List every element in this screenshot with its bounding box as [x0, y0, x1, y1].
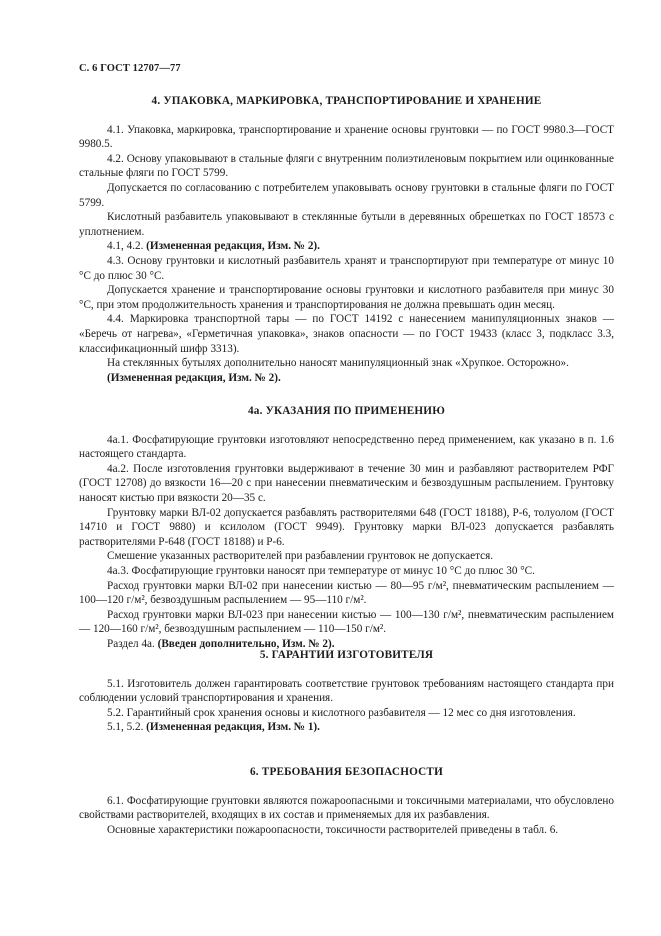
clause-ref: 4.1, 4.2. — [107, 240, 144, 253]
paragraph: 4.3. Основу грунтовки и кислотный разбавитель хранят и транспортируют при температуре от минус 10 °С до плюс 30 °С. — [79, 254, 614, 282]
amendment-note-line — [79, 371, 614, 386]
paragraph: 4.1. Упаковка, маркировка, транспортирование и хранение основы грунтовки — по ГОСТ 9980.3—ГОСТ 9980.5. — [79, 123, 614, 151]
paragraph: На стеклянных бутылях дополнительно наносят манипуляционный знак «Хрупкое. Осторожно». — [107, 357, 569, 370]
section-5-title: 5. ГАРАНТИИ ИЗГОТОВИТЕЛЯ — [259, 649, 434, 661]
section-5 — [79, 648, 614, 735]
paragraph: Допускается хранение и транспортирование основы грунтовки и кислотного разбавителя при минус 30 °С, при этом продолжительность хранения и транспортирования не должна превышать один месяц. — [79, 284, 614, 311]
section-4-title: 4. УПАКОВКА, МАРКИРОВКА, ТРАНСПОРТИРОВАНИЕ И ХРАНЕНИЕ — [151, 95, 542, 107]
page-header: С. 6 ГОСТ 12707—77 — [79, 63, 181, 74]
amendment-note: (Введен дополнительно, Изм. № 2). — [157, 637, 335, 650]
clause-ref: 5.1, 5.2. — [107, 721, 144, 734]
paragraph: 4.2. Основу упаковывают в стальные фляги с внутренним полиэтиленовым покрытием или оцинкованные стальные фляги по ГОСТ 5799. — [79, 152, 614, 180]
paragraph: Допускается по согласованию с потребителем упаковывать основу грунтовки в стальные фляги по ГОСТ 5799. — [79, 181, 614, 209]
paragraph: 4а.1. Фосфатирующие грунтовки изготовляют непосредственно перед применением, как указано в п. 1.6 настоящего стандарта. — [79, 433, 614, 461]
paragraph: Расход грунтовки марки ВЛ-023 при нанесении кистью — 100—130 г/м², пневматическим распылением — 120—160 г/м², безвоздушным распылением — 110—150 г/м². — [79, 608, 614, 636]
section-4a-title: 4а. УКАЗАНИЯ ПО ПРИМЕНЕНИЮ — [248, 405, 445, 417]
paragraph: 4а.3. Фосфатирующие грунтовки наносят при температуре от минус 10 °С до плюс 30 °С. — [107, 564, 535, 577]
paragraph: 5.1. Изготовитель должен гарантировать соответствие грунтовок требованиям настоящего стандарта при соблюдении условий транспортирования и хранения. — [79, 677, 614, 705]
section-6-title: 6. ТРЕБОВАНИЯ БЕЗОПАСНОСТИ — [250, 766, 443, 778]
amendment-note: (Измененная редакция, Изм. № 1). — [146, 721, 320, 734]
amendment-note-line — [79, 239, 614, 254]
paragraph: 4а.2. После изготовления грунтовки выдерживают в течение 30 мин и разбавляют растворителем РФГ (ГОСТ 12708) до вязкости 16—20 с при нанесении пневматическим и безвоздушным распылением. Грунтовку наносят кистью при вязкости 20—35 с. — [79, 462, 614, 504]
section-4a — [79, 404, 614, 652]
paragraph: Смешение указанных растворителей при разбавлении грунтовок не допускается. — [107, 550, 494, 563]
paragraph: Основные характеристики пожароопасности, токсичности растворителей приведены в табл. 6. — [107, 823, 559, 836]
paragraph: Грунтовку марки ВЛ-02 допускается разбавлять растворителями 648 (ГОСТ 18188), Р-6, толуолом (ГОСТ 14710 и ГОСТ 9880) и ксилолом (ГОСТ 9949). Грунтовку марки ВЛ-023 допускается разбавлять растворителями Р-648 (ГОСТ 18188) и Р-6. — [79, 506, 614, 548]
paragraph: 6.1. Фосфатирующие грунтовки являются пожароопасными и токсичными материалами, что обусловлено свойствами растворителей, входящих в их состав и применяемых для их разбавления. — [79, 794, 614, 822]
paragraph: 5.2. Гарантийный срок хранения основы и кислотного разбавителя — 12 мес со дня изготовления. — [107, 706, 576, 719]
paragraph: 4.4. Маркировка транспортной тары — по ГОСТ 14192 с нанесением манипуляционных знаков — «Беречь от нагрева», «Герметичная упаковка», знаков опасности — по ГОСТ 19433 (класс 3, подкласс 3.3, классификационный шифр 3313). — [79, 313, 614, 355]
amendment-note: (Измененная редакция, Изм. № 2). — [107, 371, 281, 384]
paragraph: Расход грунтовки марки ВЛ-02 при нанесении кистью — 80—95 г/м², пневматическим распылением — 100—120 г/м², безвоздушным распылением — 95—110 г/м². — [79, 579, 614, 607]
amendment-note-line — [79, 720, 614, 735]
section-4 — [79, 94, 614, 385]
paragraph: Кислотный разбавитель упаковывают в стеклянные бутыли в деревянных обрешетках по ГОСТ 18573 с уплотнением. — [79, 211, 614, 238]
section-ref: Раздел 4а. — [107, 637, 155, 650]
amendment-note: (Измененная редакция, Изм. № 2). — [146, 240, 320, 253]
section-6 — [79, 765, 614, 837]
